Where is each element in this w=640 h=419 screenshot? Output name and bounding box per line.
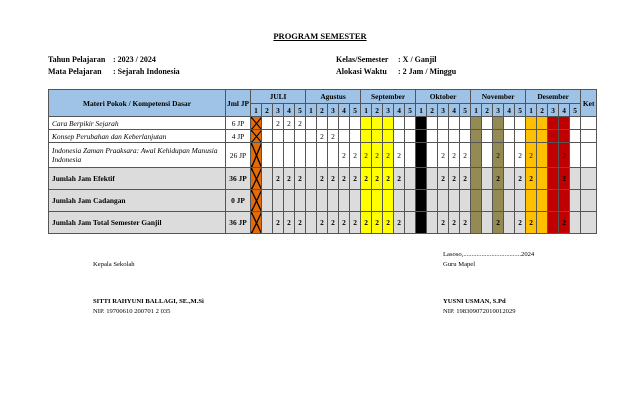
week-header: 4: [339, 104, 350, 117]
week-cell: 2: [372, 168, 383, 190]
week-cell: [416, 143, 427, 168]
week-cell: [416, 168, 427, 190]
week-cell: [361, 117, 372, 130]
jml-cell: 0 JP: [226, 190, 251, 212]
week-cell: [471, 130, 482, 143]
week-cell: [405, 117, 416, 130]
week-cell: [405, 143, 416, 168]
week-header: 1: [471, 104, 482, 117]
week-cell: [482, 117, 493, 130]
materi-cell: Jumlah Jam Efektif: [49, 168, 226, 190]
week-cell: 2: [460, 212, 471, 234]
guru-label: Guru Mapel: [443, 261, 476, 268]
week-cell: [460, 117, 471, 130]
week-cell: [548, 168, 559, 190]
week-cell: [262, 190, 273, 212]
week-cell: [251, 143, 262, 168]
week-cell: [471, 212, 482, 234]
week-cell: [427, 143, 438, 168]
week-cell: [394, 190, 405, 212]
week-cell: 2: [438, 143, 449, 168]
week-cell: [394, 117, 405, 130]
week-header: 1: [306, 104, 317, 117]
week-cell: [548, 143, 559, 168]
month-header: Desember: [526, 90, 581, 104]
program-semester-table: [48, 89, 597, 234]
month-header: November: [471, 90, 526, 104]
week-cell: [504, 168, 515, 190]
week-cell: [482, 130, 493, 143]
week-cell: [438, 117, 449, 130]
week-cell: [317, 190, 328, 212]
week-cell: 2: [559, 212, 570, 234]
week-cell: [284, 143, 295, 168]
mapel-value: : Sejarah Indonesia: [113, 67, 180, 76]
week-header: 1: [251, 104, 262, 117]
week-cell: [570, 212, 581, 234]
week-header: 1: [416, 104, 427, 117]
materi-cell: Jumlah Jam Cadangan: [49, 190, 226, 212]
kelas-value: : X / Ganjil: [398, 55, 437, 64]
week-cell: [570, 130, 581, 143]
week-cell: 2: [438, 212, 449, 234]
week-cell: [427, 130, 438, 143]
week-cell: [460, 190, 471, 212]
week-cell: [328, 117, 339, 130]
week-cell: [372, 190, 383, 212]
week-cell: 2: [460, 168, 471, 190]
week-cell: [471, 143, 482, 168]
week-cell: [262, 130, 273, 143]
place-date: Lasoso,...................................2024: [443, 251, 535, 258]
week-cell: 2: [515, 168, 526, 190]
week-cell: [262, 117, 273, 130]
week-cell: 2: [317, 168, 328, 190]
week-header: 5: [350, 104, 361, 117]
week-cell: [339, 190, 350, 212]
week-cell: 2: [493, 143, 504, 168]
jml-cell: 6 JP: [226, 117, 251, 130]
week-cell: [306, 168, 317, 190]
week-cell: 2: [273, 117, 284, 130]
week-cell: [306, 130, 317, 143]
week-cell: [295, 143, 306, 168]
week-cell: 2: [361, 212, 372, 234]
week-cell: [427, 212, 438, 234]
week-header: 3: [273, 104, 284, 117]
week-cell: 2: [449, 168, 460, 190]
week-header: 5: [405, 104, 416, 117]
ket-cell: [581, 190, 597, 212]
week-cell: [537, 130, 548, 143]
week-header: 5: [460, 104, 471, 117]
header-materi: Materi Pokok / Kompetensi Dasar: [49, 90, 226, 117]
week-cell: 2: [295, 117, 306, 130]
week-cell: [416, 117, 427, 130]
week-cell: 2: [295, 168, 306, 190]
mapel-label: Mata Pelajaran: [48, 67, 102, 76]
week-cell: [273, 143, 284, 168]
week-cell: [350, 130, 361, 143]
week-cell: 2: [350, 212, 361, 234]
week-cell: 2: [515, 212, 526, 234]
week-cell: [416, 212, 427, 234]
week-cell: [361, 130, 372, 143]
week-cell: [306, 212, 317, 234]
ket-cell: [581, 168, 597, 190]
week-cell: [504, 190, 515, 212]
week-cell: 2: [493, 168, 504, 190]
week-cell: [471, 117, 482, 130]
week-cell: [548, 130, 559, 143]
week-cell: 2: [328, 130, 339, 143]
tahun-value: : 2023 / 2024: [113, 55, 156, 64]
week-cell: 2: [350, 168, 361, 190]
kepala-name: SITTI RAHYUNI BALLAGI, SE.,M.Si: [93, 298, 204, 305]
week-cell: 2: [273, 212, 284, 234]
ket-cell: [581, 143, 597, 168]
header-ket: Ket: [581, 90, 597, 117]
week-header: 4: [394, 104, 405, 117]
week-cell: 2: [493, 212, 504, 234]
tahun-label: Tahun Pelajaran: [48, 55, 106, 64]
week-cell: [537, 212, 548, 234]
week-header: 2: [317, 104, 328, 117]
week-cell: 2: [339, 212, 350, 234]
week-cell: 2: [559, 143, 570, 168]
week-cell: [526, 117, 537, 130]
week-header: 2: [372, 104, 383, 117]
week-cell: [548, 212, 559, 234]
week-cell: 2: [383, 168, 394, 190]
week-cell: [306, 143, 317, 168]
week-cell: [339, 130, 350, 143]
week-cell: [361, 190, 372, 212]
week-cell: [350, 190, 361, 212]
week-cell: [482, 168, 493, 190]
week-cell: [515, 190, 526, 212]
jml-cell: 26 JP: [226, 143, 251, 168]
week-cell: [306, 190, 317, 212]
week-cell: [438, 190, 449, 212]
week-cell: [350, 117, 361, 130]
week-cell: [306, 117, 317, 130]
week-cell: [251, 117, 262, 130]
week-cell: [504, 130, 515, 143]
week-header: 2: [537, 104, 548, 117]
week-header: 3: [548, 104, 559, 117]
page-title: PROGRAM SEMESTER: [273, 31, 367, 41]
week-cell: [284, 190, 295, 212]
week-cell: [559, 130, 570, 143]
week-cell: [570, 190, 581, 212]
week-cell: [537, 143, 548, 168]
week-cell: [405, 212, 416, 234]
alokasi-label: Alokasi Waktu: [336, 67, 387, 76]
week-header: 4: [449, 104, 460, 117]
week-cell: 2: [328, 212, 339, 234]
month-header: JULI: [251, 90, 306, 104]
week-cell: 2: [295, 212, 306, 234]
week-cell: [504, 143, 515, 168]
kepala-label: Kepala Sekolah: [93, 261, 135, 268]
alokasi-value: : 2 Jam / Minggu: [398, 67, 457, 76]
week-cell: 2: [284, 168, 295, 190]
week-cell: [405, 168, 416, 190]
week-header: 4: [504, 104, 515, 117]
week-cell: [526, 130, 537, 143]
week-cell: 2: [559, 168, 570, 190]
table-row: [49, 130, 597, 143]
week-cell: [405, 190, 416, 212]
week-header: 1: [361, 104, 372, 117]
week-cell: 2: [449, 212, 460, 234]
week-cell: 2: [372, 143, 383, 168]
week-header: 1: [526, 104, 537, 117]
guru-name: YUSNI USMAN, S.Pd: [443, 298, 506, 305]
week-cell: [515, 117, 526, 130]
week-cell: [416, 190, 427, 212]
week-cell: [438, 130, 449, 143]
week-header: 2: [427, 104, 438, 117]
week-cell: [537, 168, 548, 190]
week-cell: [251, 212, 262, 234]
week-cell: [493, 130, 504, 143]
week-cell: [251, 130, 262, 143]
week-cell: [262, 143, 273, 168]
week-cell: 2: [438, 168, 449, 190]
week-cell: [394, 130, 405, 143]
week-cell: [449, 117, 460, 130]
week-cell: [482, 190, 493, 212]
week-cell: 2: [273, 168, 284, 190]
week-cell: [493, 117, 504, 130]
week-cell: [548, 190, 559, 212]
kepala-nip: NIP. 19700610 200701 2 035: [93, 308, 171, 315]
week-cell: 2: [317, 130, 328, 143]
week-cell: [372, 117, 383, 130]
week-header: 3: [493, 104, 504, 117]
week-cell: [471, 190, 482, 212]
guru-nip: NIP. 198309072010012029: [443, 308, 516, 315]
week-cell: 2: [515, 143, 526, 168]
week-cell: 2: [460, 143, 471, 168]
week-header: 4: [284, 104, 295, 117]
week-cell: 2: [383, 212, 394, 234]
week-cell: [427, 117, 438, 130]
week-cell: 2: [526, 212, 537, 234]
week-cell: [559, 117, 570, 130]
table-row: [49, 168, 597, 190]
week-cell: [251, 190, 262, 212]
week-cell: [328, 190, 339, 212]
week-cell: 2: [361, 143, 372, 168]
kelas-label: Kelas/Semester: [336, 55, 389, 64]
week-cell: [449, 130, 460, 143]
week-header: 4: [559, 104, 570, 117]
week-cell: [383, 130, 394, 143]
week-cell: 2: [383, 143, 394, 168]
jml-cell: 4 JP: [226, 130, 251, 143]
week-cell: [251, 168, 262, 190]
month-header: Agustus: [306, 90, 361, 104]
week-cell: [273, 130, 284, 143]
week-cell: 2: [361, 168, 372, 190]
week-cell: 2: [339, 143, 350, 168]
table-row: [49, 117, 597, 130]
week-header: 2: [262, 104, 273, 117]
ket-cell: [581, 212, 597, 234]
header-jml: Jml JP: [226, 90, 251, 117]
week-cell: [504, 212, 515, 234]
week-cell: [295, 190, 306, 212]
week-cell: 2: [372, 212, 383, 234]
week-cell: [493, 190, 504, 212]
materi-cell: Indonesia Zaman Praaksara: Awal Kehidupan Manusia Indonesia: [49, 143, 226, 168]
jml-cell: 36 JP: [226, 168, 251, 190]
week-cell: [471, 168, 482, 190]
week-cell: [273, 190, 284, 212]
week-cell: 2: [394, 143, 405, 168]
week-cell: 2: [394, 168, 405, 190]
table-row: [49, 143, 597, 168]
week-cell: 2: [284, 212, 295, 234]
week-cell: [339, 117, 350, 130]
week-cell: [383, 117, 394, 130]
jml-cell: 36 JP: [226, 212, 251, 234]
week-cell: 2: [284, 117, 295, 130]
week-cell: [372, 130, 383, 143]
week-cell: [449, 190, 460, 212]
week-header: 2: [482, 104, 493, 117]
week-cell: [460, 130, 471, 143]
week-cell: [482, 143, 493, 168]
week-cell: 2: [328, 168, 339, 190]
week-cell: [482, 212, 493, 234]
week-cell: [537, 190, 548, 212]
week-cell: 2: [526, 168, 537, 190]
week-cell: [405, 130, 416, 143]
week-cell: [548, 117, 559, 130]
week-header: 3: [383, 104, 394, 117]
week-cell: 2: [394, 212, 405, 234]
week-cell: [383, 190, 394, 212]
week-cell: [427, 190, 438, 212]
week-cell: [416, 130, 427, 143]
ket-cell: [581, 117, 597, 130]
week-cell: 2: [526, 143, 537, 168]
materi-cell: Cara Berpikir Sejarah: [49, 117, 226, 130]
week-cell: 2: [350, 143, 361, 168]
week-cell: [427, 168, 438, 190]
week-cell: [559, 190, 570, 212]
week-cell: 2: [449, 143, 460, 168]
week-cell: [515, 130, 526, 143]
table-row: [49, 212, 597, 234]
week-cell: [262, 168, 273, 190]
week-header: 3: [328, 104, 339, 117]
week-cell: 2: [339, 168, 350, 190]
week-cell: [262, 212, 273, 234]
materi-cell: Konsep Perubahan dan Keberlanjutan: [49, 130, 226, 143]
table-row: [49, 190, 597, 212]
week-cell: [317, 117, 328, 130]
materi-cell: Jumlah Jam Total Semester Ganjil: [49, 212, 226, 234]
week-header: 5: [295, 104, 306, 117]
week-cell: [526, 190, 537, 212]
week-cell: 2: [317, 212, 328, 234]
week-header: 5: [570, 104, 581, 117]
week-header: 5: [515, 104, 526, 117]
week-cell: [570, 143, 581, 168]
week-cell: [504, 117, 515, 130]
week-cell: [328, 143, 339, 168]
month-header: September: [361, 90, 416, 104]
week-cell: [284, 130, 295, 143]
week-cell: [570, 117, 581, 130]
week-header: 3: [438, 104, 449, 117]
month-header: Oktober: [416, 90, 471, 104]
ket-cell: [581, 130, 597, 143]
week-cell: [295, 130, 306, 143]
week-cell: [570, 168, 581, 190]
week-cell: [537, 117, 548, 130]
week-cell: [317, 143, 328, 168]
